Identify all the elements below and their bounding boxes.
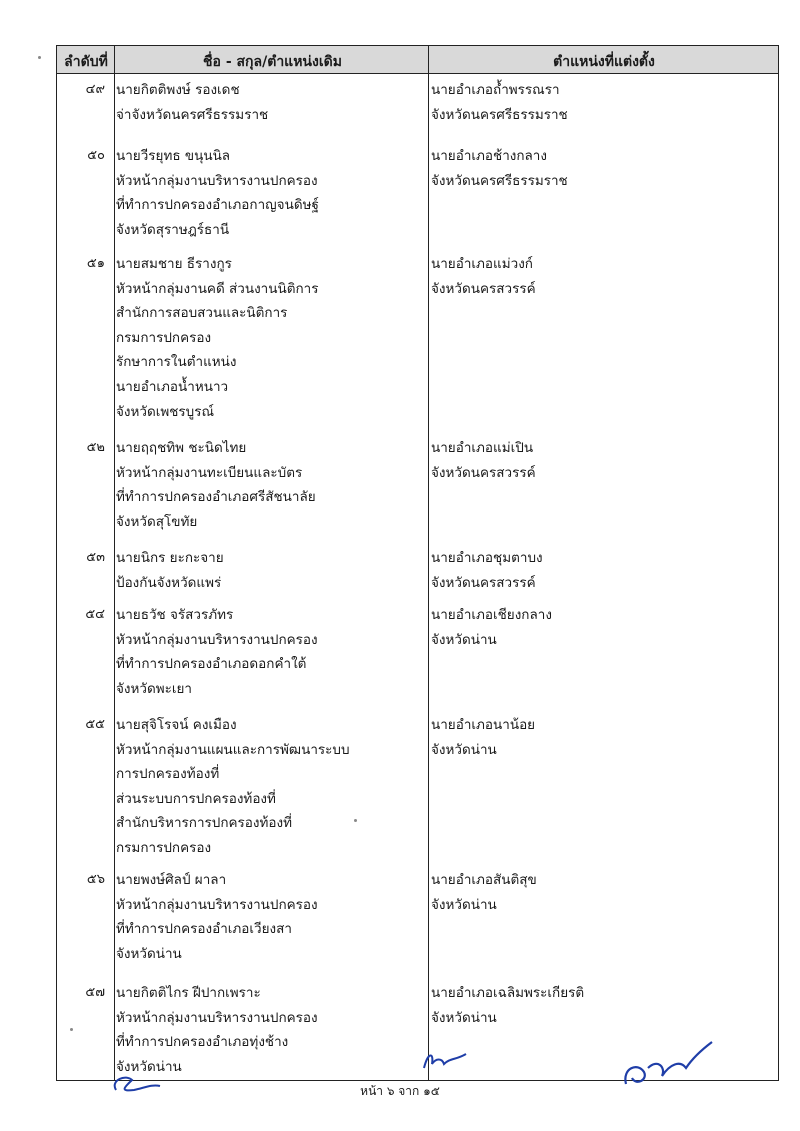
name-line: จังหวัดน่าน: [116, 945, 182, 962]
name-line: ส่วนระบบการปกครองท้องที่: [116, 790, 276, 807]
name-line: นายฤฤชทิพ ชะนิดไทย: [116, 440, 247, 456]
name-line: รักษาการในตำแหน่ง: [116, 354, 237, 371]
appointed-line: นายอำเภอเฉลิมพระเกียรติ: [431, 985, 585, 1001]
name-line: หัวหน้ากลุ่มงานคดี ส่วนงานนิติการ: [116, 280, 319, 297]
entry-name-position: [116, 713, 350, 861]
name-line: ที่ทำการปกครองอำเภอเวียงสา: [116, 921, 292, 938]
appointed-line: จังหวัดนครศรีธรรมราช: [431, 172, 568, 189]
name-line: นายวีรยุทธ ขนุนนิล: [116, 148, 231, 164]
name-line: สำนักบริหารการปกครองท้องที่: [116, 815, 293, 832]
entry-name-position: [116, 868, 318, 966]
name-line: นายกิตติไกร ฝีปากเพราะ: [116, 985, 261, 1001]
entry-appointed-position: [431, 603, 552, 652]
entry-appointed-position: [431, 546, 543, 595]
entry-name-position: [116, 252, 318, 424]
name-line: หัวหน้ากลุ่มงานทะเบียนและบัตร: [116, 464, 303, 481]
entry-number: ๕๔: [85, 607, 105, 622]
header-col-appointed: ตำแหน่งที่แต่งตั้ง: [553, 54, 655, 70]
name-line: จังหวัดสุราษฎร์ธานี: [116, 221, 230, 238]
entry-appointed-position: [431, 981, 584, 1030]
appointed-line: จังหวัดนครสวรรค์: [431, 280, 536, 297]
appointed-line: จังหวัดนครศรีธรรมราช: [431, 106, 568, 123]
signature-middle: [420, 1046, 472, 1074]
appointed-line: จังหวัดน่าน: [431, 631, 497, 648]
entry-appointed-position: [431, 713, 535, 762]
name-line: นายพงษ์ศิลป์ ผาลา: [116, 872, 227, 888]
name-line: ที่ทำการปกครองอำเภอศรีสัชนาลัย: [116, 489, 316, 506]
appointed-line: นายอำเภอช้างกลาง: [431, 148, 547, 164]
appointed-line: นายอำเภอแม่วงก์: [431, 256, 533, 272]
entry-number: ๕๒: [86, 440, 105, 455]
entry-appointed-position: [431, 144, 568, 193]
entry-number: ๕๐: [87, 148, 105, 163]
appointed-line: นายอำเภอเชียงกลาง: [431, 607, 552, 623]
entry-appointed-position: [431, 868, 537, 917]
entry-name-position: [116, 144, 319, 242]
entry-appointed-position: [431, 78, 568, 127]
name-line: นายกิตติพงษ์ รองเดช: [116, 82, 240, 98]
entry-number: ๔๙: [85, 82, 105, 97]
name-line: กรมการปกครอง: [116, 839, 212, 856]
appointed-line: นายอำเภอแม่เปิน: [431, 440, 534, 456]
signature-right: [618, 1038, 718, 1090]
name-line: หัวหน้ากลุ่มงานแผนและการพัฒนาระบบ: [116, 741, 350, 758]
signature-left: [108, 1070, 168, 1098]
appointed-line: จังหวัดน่าน: [431, 741, 497, 758]
name-line: นายนิกร ยะกะจาย: [116, 550, 224, 566]
name-line: กรมการปกครอง: [116, 329, 212, 346]
appointment-table: [56, 45, 779, 1081]
name-line: จังหวัดน่าน: [116, 1058, 182, 1075]
name-line: สำนักการสอบสวนและนิติการ: [116, 305, 288, 322]
page-footer: หน้า ๖ จาก ๑๕: [360, 1084, 440, 1098]
name-line: การปกครองท้องที่: [116, 766, 220, 783]
column-divider: [114, 46, 115, 1080]
appointed-line: นายอำเภอชุมตาบง: [431, 550, 543, 566]
name-line: หัวหน้ากลุ่มงานบริหารงานปกครอง: [116, 631, 318, 648]
appointed-line: จังหวัดน่าน: [431, 1009, 497, 1026]
appointed-line: จังหวัดน่าน: [431, 896, 497, 913]
appointed-line: จังหวัดนครสวรรค์: [431, 464, 536, 481]
header-col-no: ลำดับที่: [64, 54, 108, 70]
name-line: จังหวัดพะเยา: [116, 680, 193, 697]
appointed-line: นายอำเภอสันติสุข: [431, 872, 537, 888]
entry-name-position: [116, 546, 224, 595]
name-line: นายอำเภอน้ำหนาว: [116, 378, 229, 395]
name-line: หัวหน้ากลุ่มงานบริหารงานปกครอง: [116, 896, 318, 913]
entry-name-position: [116, 603, 318, 701]
name-line: จังหวัดสุโขทัย: [116, 513, 198, 530]
name-line: นายธวัช จรัสวรภัทร: [116, 607, 234, 623]
entry-appointed-position: [431, 252, 536, 301]
name-line: ที่ทำการปกครองอำเภอทุ่งช้าง: [116, 1034, 289, 1051]
name-line: ป้องกันจังหวัดแพร่: [116, 574, 222, 591]
entry-number: ๕๓: [86, 550, 105, 565]
entry-number: ๕๕: [85, 717, 105, 732]
entry-number: ๕๑: [86, 256, 105, 271]
entry-appointed-position: [431, 436, 536, 485]
header-col-name: ชื่อ - สกุล/ตำแหน่งเดิม: [203, 54, 342, 70]
scan-speck: [38, 56, 41, 59]
scan-speck: [70, 1028, 73, 1031]
name-line: ที่ทำการปกครองอำเภอกาญจนดิษฐ์: [116, 197, 319, 214]
entry-number: ๕๗: [85, 985, 105, 1000]
name-line: ที่ทำการปกครองอำเภอดอกคำใต้: [116, 656, 307, 673]
appointed-line: จังหวัดนครสวรรค์: [431, 574, 536, 591]
appointed-line: นายอำเภอนาน้อย: [431, 717, 536, 733]
name-line: นายสมชาย ธีรางกูร: [116, 256, 232, 272]
name-line: หัวหน้ากลุ่มงานบริหารงานปกครอง: [116, 1009, 318, 1026]
name-line: หัวหน้ากลุ่มงานบริหารงานปกครอง: [116, 172, 318, 189]
name-line: จ่าจังหวัดนครศรีธรรมราช: [116, 106, 269, 123]
column-divider: [428, 46, 429, 1080]
entry-name-position: [116, 436, 316, 534]
scan-speck: [354, 819, 357, 822]
entry-name-position: [116, 78, 268, 127]
name-line: นายสุจิโรจน์ คงเมือง: [116, 717, 237, 733]
appointed-line: นายอำเภอถ้ำพรรณรา: [431, 82, 560, 98]
table-header: [57, 46, 778, 74]
entry-name-position: [116, 981, 318, 1079]
name-line: จังหวัดเพชรบูรณ์: [116, 403, 215, 420]
entry-number: ๕๖: [86, 872, 105, 887]
